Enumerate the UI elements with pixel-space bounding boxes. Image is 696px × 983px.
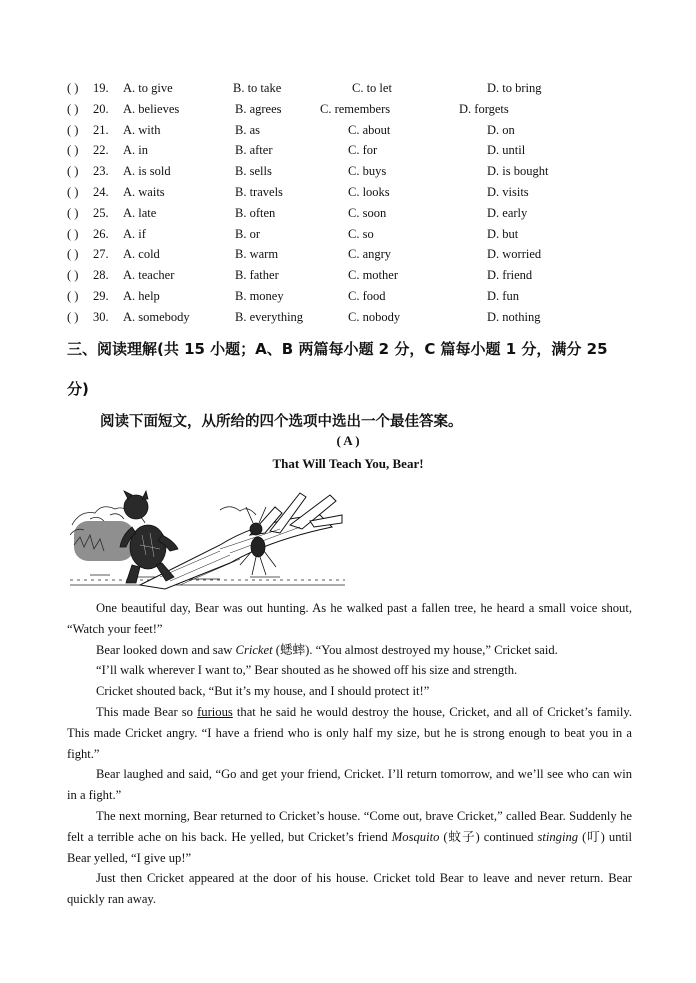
passage-title: That Will Teach You, Bear! bbox=[272, 456, 424, 471]
option-c: C. to let bbox=[352, 81, 392, 95]
question-row bbox=[67, 120, 667, 140]
section-heading: 三、阅读理解(共 15 小题；A、B 两篇每小题 2 分，C 篇每小题 1 分，满分 25 bbox=[67, 340, 608, 358]
option-c: C. angry bbox=[348, 247, 392, 262]
question-row bbox=[67, 224, 667, 244]
story-text bbox=[67, 598, 632, 910]
vocab-stinging: stinging bbox=[537, 829, 579, 844]
option-d: D. is bought bbox=[487, 164, 549, 179]
option-d: D. early bbox=[487, 205, 528, 220]
question-number: 20. bbox=[93, 101, 109, 116]
question-row bbox=[67, 286, 667, 306]
question-number: 25. bbox=[93, 205, 109, 220]
option-a: A. late bbox=[123, 205, 157, 220]
option-c: C. looks bbox=[348, 185, 390, 199]
story-paragraph: This made Bear so furious that he said he would destroy the house, Cricket, and all of Cricket’s family. This made Cricket angry. “I have a friend who is only half my size, but he is strong enough to beat you in a fight.” bbox=[67, 704, 632, 761]
option-b: B. money bbox=[235, 289, 284, 303]
bear-cricket-illustration bbox=[70, 485, 345, 590]
option-d: D. worried bbox=[487, 247, 542, 262]
question-number: 21. bbox=[93, 122, 109, 137]
answer-blank[interactable]: ( ) bbox=[67, 247, 79, 262]
option-c: C. nobody bbox=[348, 309, 401, 324]
question-row bbox=[67, 99, 667, 119]
option-d: D. forgets bbox=[459, 101, 509, 116]
answer-blank[interactable]: ( ) bbox=[67, 309, 79, 324]
answer-blank[interactable]: ( ) bbox=[67, 164, 79, 179]
option-a: A. is sold bbox=[123, 164, 171, 179]
option-b: B. warm bbox=[235, 247, 279, 262]
option-c: C. mother bbox=[348, 268, 398, 283]
question-number: 23. bbox=[93, 164, 109, 179]
option-b: B. after bbox=[235, 143, 273, 158]
answer-blank[interactable]: ( ) bbox=[67, 122, 79, 137]
story-paragraph: Bear looked down and saw Cricket (蟋蟀). “You almost destroyed my house,” Cricket said. bbox=[96, 642, 558, 657]
option-a: A. waits bbox=[123, 185, 165, 199]
option-d: D. nothing bbox=[487, 309, 541, 324]
option-b: B. everything bbox=[235, 309, 304, 324]
option-c: C. about bbox=[348, 122, 391, 137]
question-number: 27. bbox=[93, 247, 109, 262]
option-d: D. on bbox=[487, 122, 515, 137]
question-row bbox=[67, 182, 667, 202]
option-a: A. somebody bbox=[123, 309, 190, 324]
option-a: A. believes bbox=[123, 101, 180, 116]
question-number: 24. bbox=[93, 185, 109, 199]
option-a: A. in bbox=[123, 143, 148, 158]
option-b: B. sells bbox=[235, 164, 272, 179]
question-row bbox=[67, 203, 667, 223]
option-c: C. soon bbox=[348, 205, 387, 220]
answer-blank[interactable]: ( ) bbox=[67, 143, 79, 158]
option-d: D. fun bbox=[487, 289, 519, 303]
answer-blank[interactable]: ( ) bbox=[67, 205, 79, 220]
option-b: B. father bbox=[235, 268, 279, 283]
section-heading-continued: 分) bbox=[67, 380, 89, 398]
answer-blank[interactable]: ( ) bbox=[67, 289, 79, 303]
option-d: D. friend bbox=[487, 268, 533, 283]
question-number: 28. bbox=[93, 268, 109, 283]
option-b: B. to take bbox=[233, 81, 282, 95]
vocab-furious: furious bbox=[197, 704, 233, 719]
answer-blank[interactable]: ( ) bbox=[67, 226, 79, 241]
option-c: C. food bbox=[348, 289, 386, 303]
story-paragraph: Just then Cricket appeared at the door of his house. Cricket told Bear to leave and never return. Bear quickly ran away. bbox=[67, 871, 632, 907]
story-paragraph: Bear laughed and said, “Go and get your friend, Cricket. I’ll return tomorrow, and we’ll see who can win in a fight.” bbox=[67, 767, 632, 803]
question-row bbox=[67, 307, 667, 327]
option-c: C. so bbox=[348, 226, 374, 241]
passage-label: ( A ) bbox=[336, 433, 360, 448]
option-a: A. with bbox=[123, 122, 161, 137]
option-d: D. but bbox=[487, 226, 519, 241]
question-number: 29. bbox=[93, 289, 109, 303]
option-a: A. if bbox=[123, 226, 146, 241]
option-a: A. to give bbox=[123, 81, 173, 95]
option-c: C. buys bbox=[348, 164, 387, 179]
story-paragraph: One beautiful day, Bear was out hunting. As he walked past a fallen tree, he heard a small voice shout, “Watch your feet!” bbox=[67, 601, 632, 636]
vocab-cricket: Cricket bbox=[235, 642, 273, 657]
question-row bbox=[67, 244, 667, 264]
question-row bbox=[67, 161, 667, 181]
option-b: B. often bbox=[235, 205, 276, 220]
question-number: 19. bbox=[93, 81, 109, 95]
question-row bbox=[67, 140, 667, 160]
option-a: A. help bbox=[123, 289, 160, 303]
option-d: D. until bbox=[487, 143, 526, 158]
question-number: 26. bbox=[93, 226, 109, 241]
question-row bbox=[67, 78, 667, 98]
option-d: D. to bring bbox=[487, 81, 542, 95]
question-number: 22. bbox=[93, 143, 109, 158]
question-row bbox=[67, 265, 667, 285]
story-paragraph: The next morning, Bear returned to Cricket’s house. “Come out, brave Cricket,” called Bear. Suddenly he felt a terrible ache on his back. He yelled, but Cricket’s friend Mosquito (蚊子) continued stinging (叮) until Bear yelled, “I give up!” bbox=[67, 808, 633, 865]
option-c: C. remembers bbox=[320, 101, 391, 116]
answer-blank[interactable]: ( ) bbox=[67, 185, 79, 199]
option-b: B. as bbox=[235, 122, 260, 137]
option-b: B. travels bbox=[235, 185, 283, 199]
answer-blank[interactable]: ( ) bbox=[67, 101, 79, 116]
answer-blank[interactable]: ( ) bbox=[67, 81, 79, 95]
reading-instruction: 阅读下面短文，从所给的四个选项中选出一个最佳答案。 bbox=[100, 414, 463, 430]
option-d: D. visits bbox=[487, 185, 529, 199]
option-c: C. for bbox=[348, 143, 378, 158]
question-number: 30. bbox=[93, 309, 109, 324]
vocab-mosquito: Mosquito bbox=[391, 829, 440, 844]
story-paragraph: Cricket shouted back, “But it’s my house, and I should protect it!” bbox=[96, 684, 430, 699]
option-b: B. agrees bbox=[235, 101, 282, 116]
option-a: A. teacher bbox=[123, 268, 175, 283]
story-paragraph: “I’ll walk wherever I want to,” Bear shouted as he showed off his size and strength. bbox=[96, 663, 518, 678]
option-a: A. cold bbox=[123, 247, 160, 262]
answer-blank[interactable]: ( ) bbox=[67, 268, 79, 283]
option-b: B. or bbox=[235, 226, 260, 241]
